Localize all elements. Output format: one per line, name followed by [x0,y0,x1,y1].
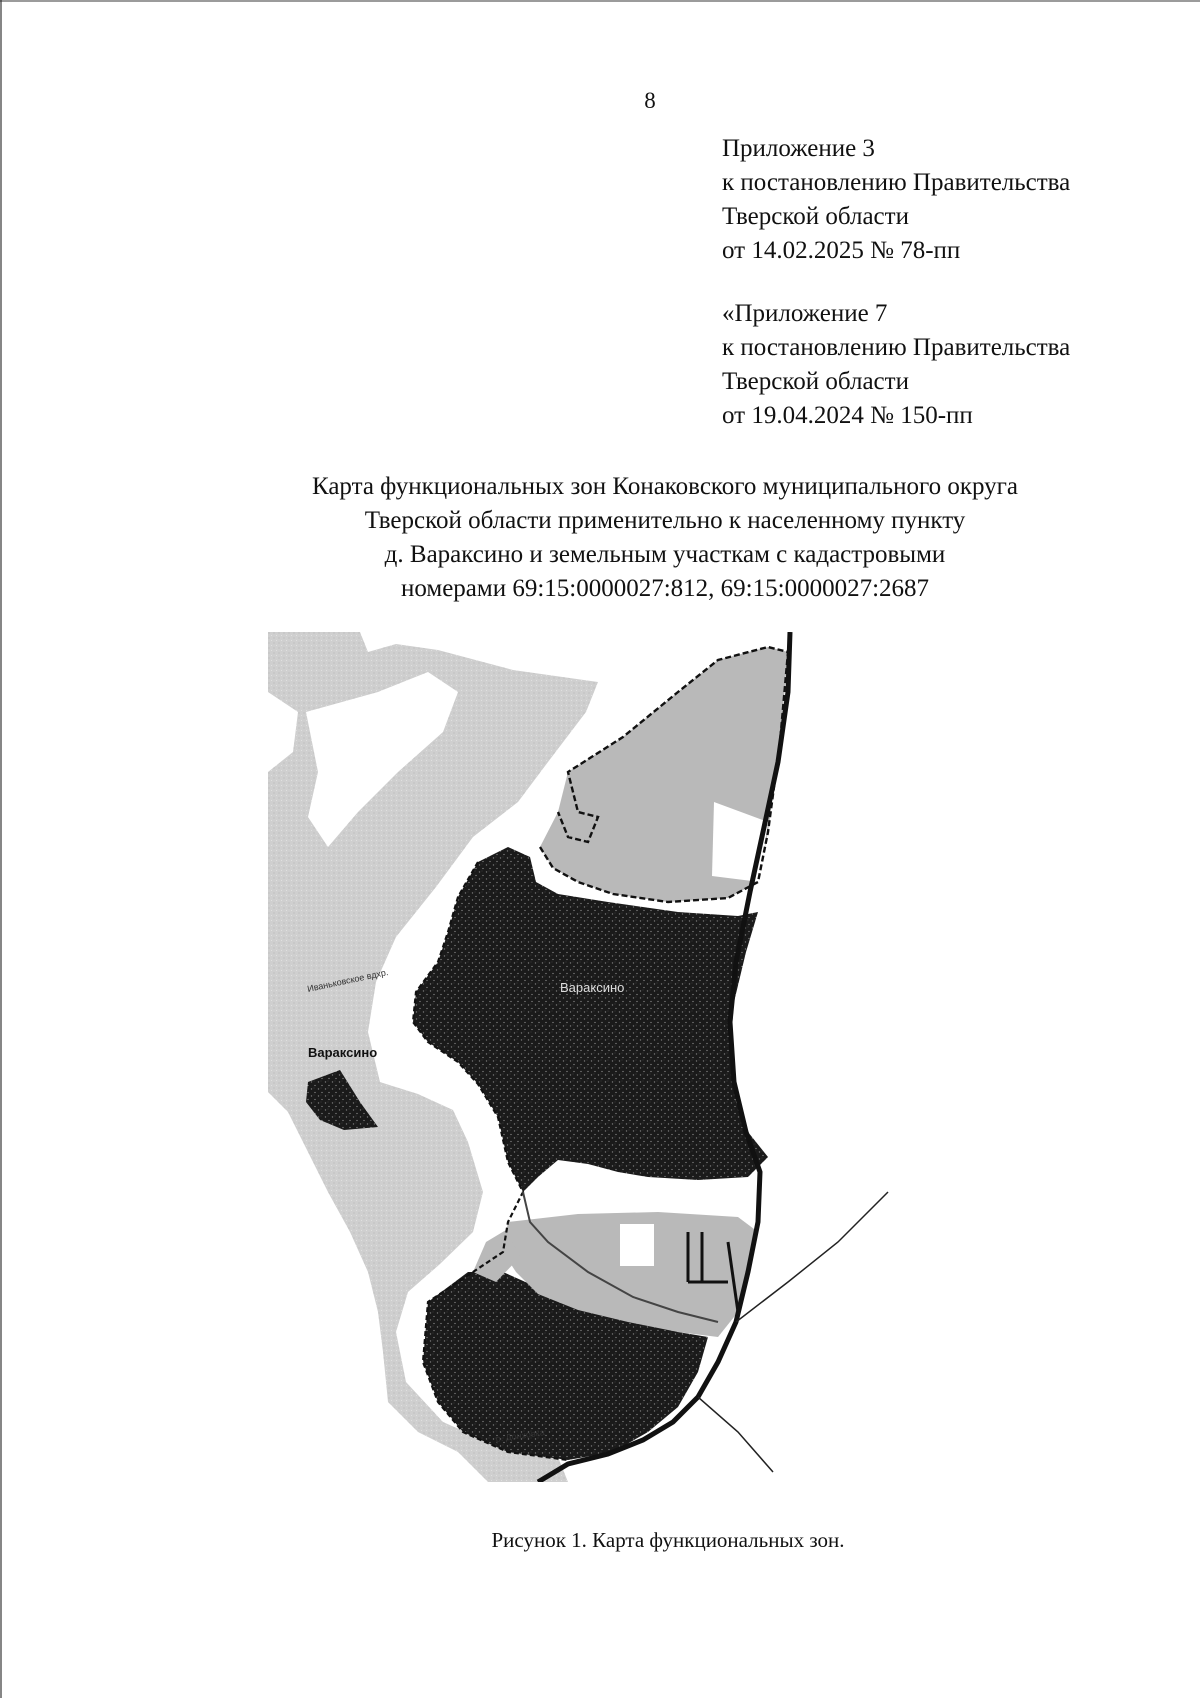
scan-edge-left [0,0,2,1698]
figure-caption: Рисунок 1. Карта функциональных зон. [491,1528,845,1552]
minor-road-south [698,1397,773,1472]
scan-edge-top [0,0,1200,2]
page-number: 8 [644,88,656,113]
appendix-original-block [722,297,1070,433]
appendix-original-line: Тверской области [722,368,909,395]
appendix-original-line: к постановлению Правительства [722,334,1071,361]
settlement-label-west: Вараксино [308,1045,378,1060]
functional-zones-map [268,632,908,1482]
document-title-line: номерами 69:15:0000027:812, 69:15:0000027:2687 [400,575,930,602]
appendix-original-line: от 19.04.2024 № 150-пп [722,402,973,429]
map-svg [268,632,908,1482]
reservoir-label: Иваньковское вдхр. [306,967,390,994]
zone-blank-southeast [620,1224,654,1266]
appendix-current-block [722,132,1070,268]
settlement-label-center: Вараксино [560,980,625,995]
document-title-line: Карта функциональных зон Конаковского муниципального округа [311,473,1019,500]
appendix-original-line: «Приложение 7 [722,300,888,327]
appendix-current-line: Тверской области [722,203,909,230]
appendix-current-line: от 14.02.2025 № 78-пп [722,237,961,264]
document-title-line: Тверской области применительно к населенному пункту [364,507,966,534]
document-title-line: д. Вараксино и земельным участкам с кадастровыми [384,541,946,568]
appendix-current-line: к постановлению Правительства [722,169,1071,196]
river-label: р. Донховка [494,1427,546,1444]
document-title [200,470,1130,606]
appendix-current-line: Приложение 3 [722,135,875,162]
